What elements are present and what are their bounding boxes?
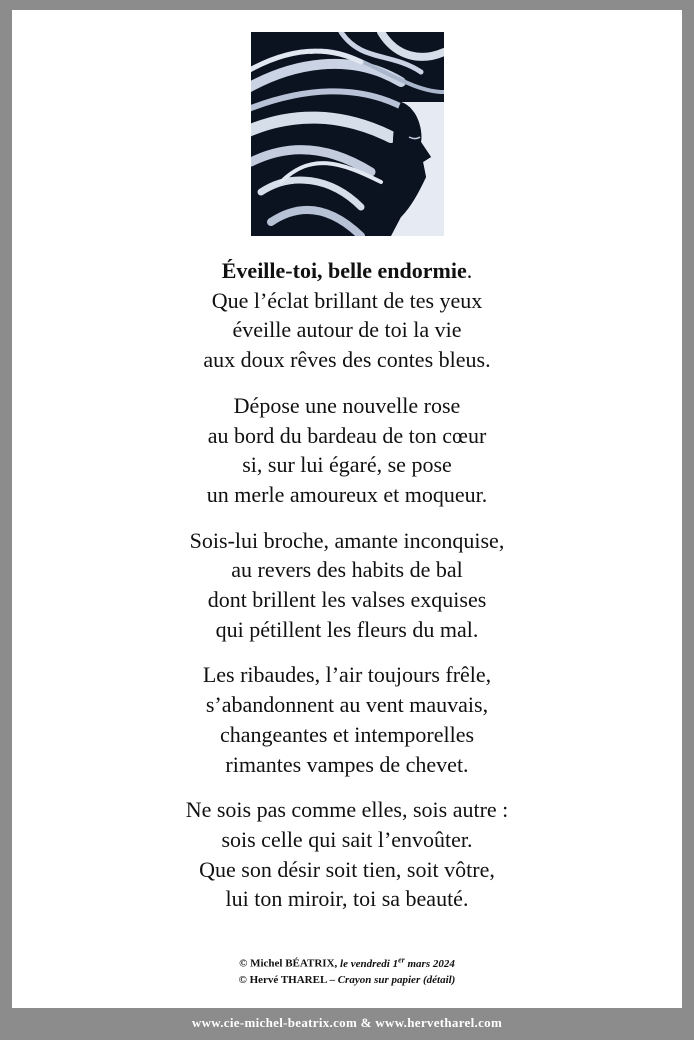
poem-line: Les ribaudes, l’air toujours frêle, bbox=[202, 662, 492, 688]
stanza-4 bbox=[12, 660, 682, 779]
poem-line: un merle amoureux et moqueur. bbox=[206, 481, 488, 507]
poem-title-punct: . bbox=[466, 258, 473, 283]
poem-line: Que son désir soit tien, soit vôtre, bbox=[199, 856, 495, 882]
author-credit bbox=[12, 949, 682, 970]
credits bbox=[12, 949, 682, 991]
poem-line: sois celle qui sait l’envoûter. bbox=[221, 826, 473, 852]
poem-line: dont brillent les valses exquises bbox=[207, 587, 487, 613]
stanza-5 bbox=[12, 795, 682, 914]
poem-line: Dépose une nouvelle rose bbox=[233, 392, 461, 418]
artwork-caption: Crayon sur papier (détail) bbox=[337, 974, 456, 986]
stanza-1 bbox=[12, 256, 682, 375]
poem-line: Sois-lui broche, amante inconquise, bbox=[189, 527, 505, 553]
poem-title: Éveille-toi, belle endormie bbox=[221, 258, 467, 283]
poem-line: au revers des habits de bal bbox=[231, 557, 463, 583]
website-links: www.cie-michel-beatrix.com & www.hervetharel.com bbox=[191, 1015, 503, 1030]
poem-line: éveille autour de toi la vie bbox=[232, 317, 462, 343]
poem-line: qui pétillent les fleurs du mal. bbox=[215, 616, 479, 642]
illustration-drawing bbox=[251, 32, 444, 236]
poem-line: rimantes vampes de chevet. bbox=[225, 751, 469, 777]
poem-line: Ne sois pas comme elles, sois autre : bbox=[185, 797, 509, 823]
poem-line: Que l’éclat brillant de tes yeux bbox=[211, 287, 483, 313]
artist-credit bbox=[12, 970, 682, 991]
stanza-2 bbox=[12, 391, 682, 510]
poem-date: le vendredi 1er mars 2024 bbox=[340, 955, 455, 970]
poem-line: lui ton miroir, toi sa beauté. bbox=[225, 886, 469, 912]
stanza-3 bbox=[12, 526, 682, 645]
poem-line: si, sur lui égaré, se pose bbox=[242, 452, 452, 478]
poem-title-line bbox=[12, 256, 682, 286]
poem-line: s’abandonnent au vent mauvais, bbox=[205, 692, 489, 718]
illustration bbox=[251, 32, 444, 236]
date-ordinal: er bbox=[398, 955, 405, 964]
poem bbox=[12, 256, 682, 930]
poem-line: au bord du bardeau de ton cœur bbox=[207, 422, 487, 448]
poem-line: aux doux rêves des contes bleus. bbox=[203, 347, 491, 373]
poem-line: changeantes et intemporelles bbox=[219, 721, 475, 747]
author-name: © Michel BÉATRIX, bbox=[239, 957, 338, 970]
artist-name: © Hervé THAREL – bbox=[238, 974, 335, 986]
poem-card bbox=[12, 10, 682, 1008]
